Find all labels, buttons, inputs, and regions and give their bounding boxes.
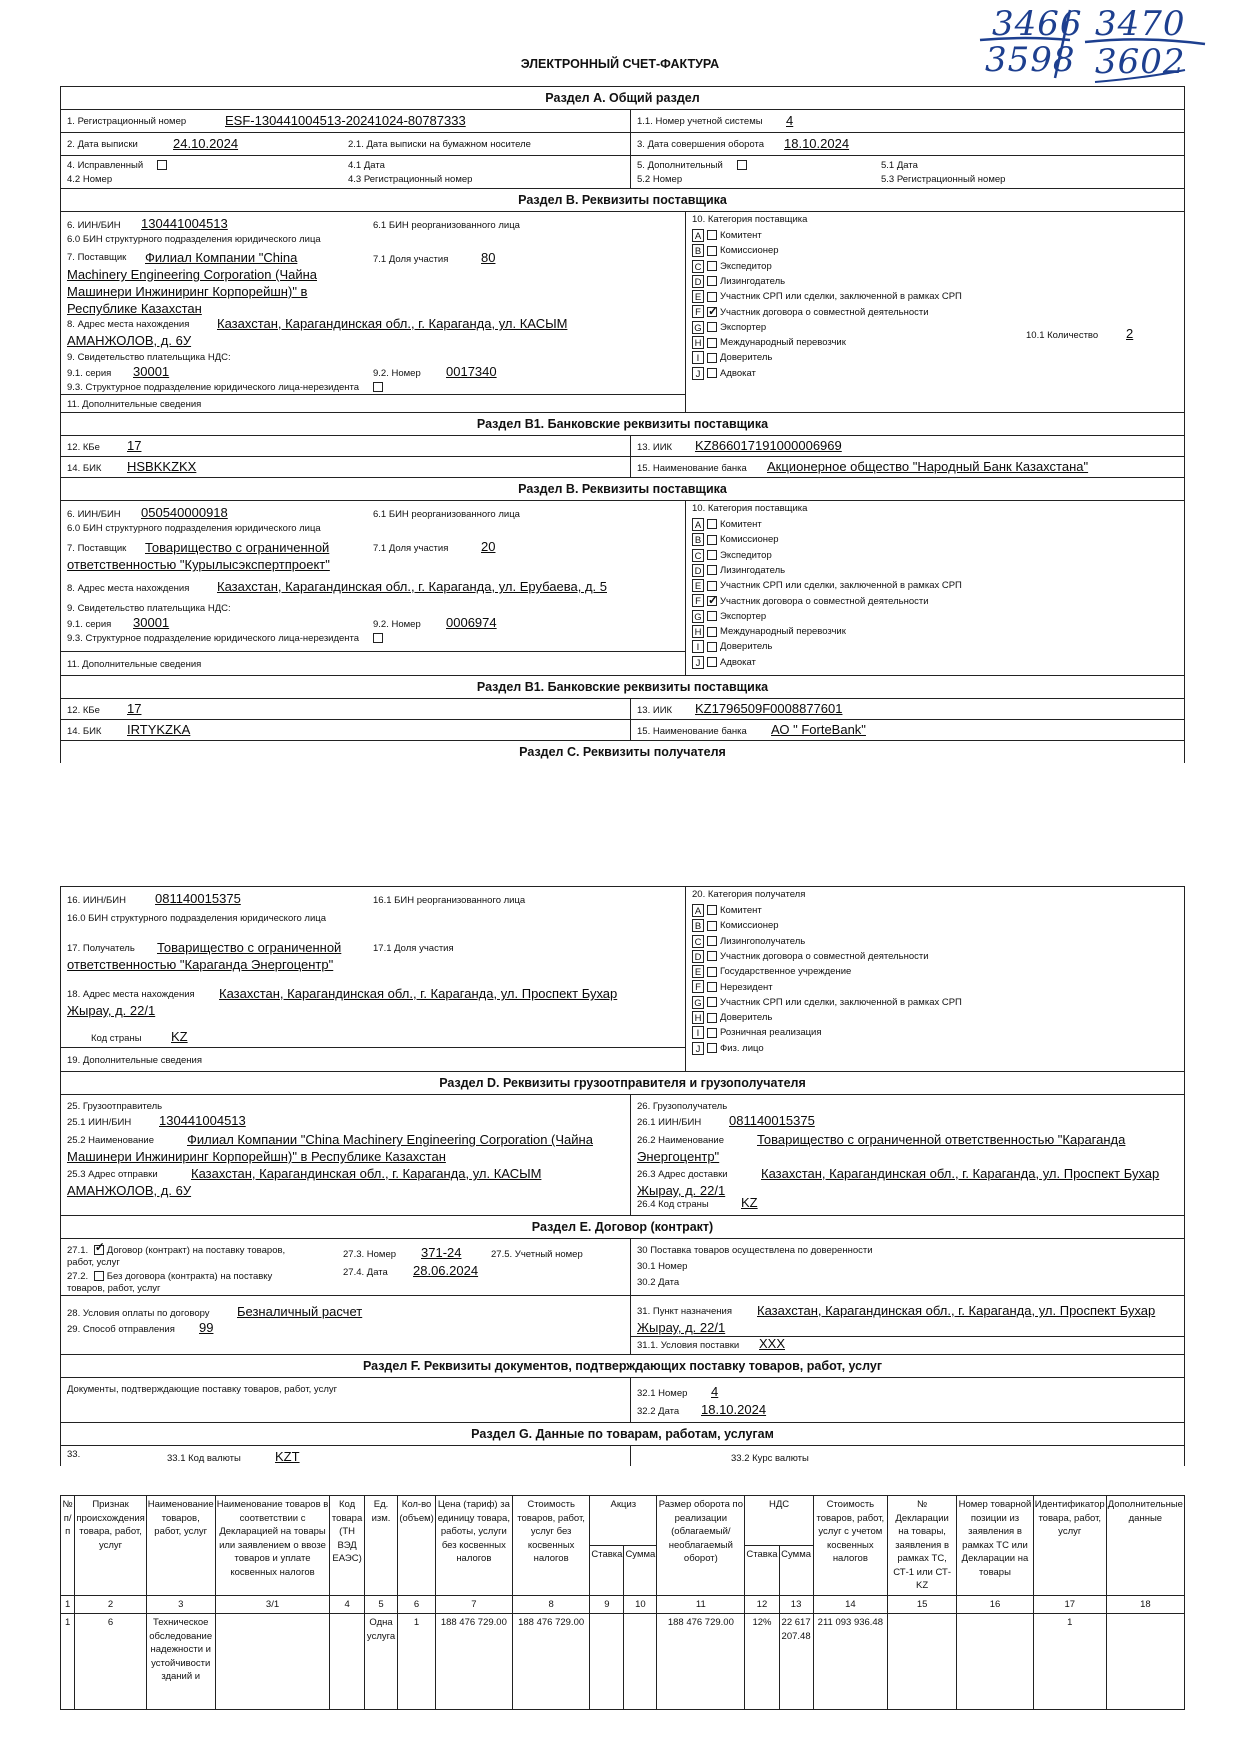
category-letter: E bbox=[692, 290, 704, 303]
recipient-country: KZ bbox=[171, 1029, 188, 1044]
category-checkbox[interactable] bbox=[707, 1043, 717, 1053]
category-checkbox[interactable] bbox=[707, 581, 717, 591]
category-c[interactable] bbox=[692, 548, 772, 564]
category-letter: I bbox=[692, 351, 704, 364]
category-b[interactable] bbox=[692, 243, 779, 259]
category-a[interactable] bbox=[692, 517, 762, 533]
col-header: Размер оборота по реализации (облагаемый/необлагаемый оборот) bbox=[657, 1496, 745, 1596]
category-letter: F bbox=[692, 305, 704, 318]
currency-code: KZT bbox=[275, 1449, 300, 1464]
col-header: Наименование товаров в соответствии с Декларацией на товары или заявлением о ввозе товаров и уплате косвенных налогов bbox=[215, 1496, 330, 1596]
handwritten-strokes bbox=[975, 0, 1215, 90]
category-checkbox[interactable] bbox=[707, 322, 717, 332]
column-number: 12 bbox=[745, 1595, 779, 1614]
registration-number: ESF-130441004513-20241024-80787333 bbox=[225, 113, 466, 128]
category-checkbox[interactable] bbox=[707, 936, 717, 946]
category-i[interactable] bbox=[692, 1025, 822, 1041]
category-b[interactable] bbox=[692, 532, 779, 548]
bank-1-iik: KZ866017191000006969 bbox=[695, 438, 842, 453]
column-number: 8 bbox=[512, 1595, 589, 1614]
bank-1-row-2: 14. БИК HSBKKZKX 15. Наименование банка Акционерное общество "Народный Банк Казахстана" bbox=[61, 457, 1184, 478]
category-label: Экспедитор bbox=[720, 549, 772, 561]
category-letter: A bbox=[692, 904, 704, 917]
consignee-country: KZ bbox=[741, 1195, 758, 1210]
category-letter: H bbox=[692, 625, 704, 638]
column-number: 6 bbox=[398, 1595, 435, 1614]
cell-vat-sum: 22 617 207.48 bbox=[779, 1614, 813, 1710]
cell-n: 1 bbox=[61, 1614, 75, 1710]
document-title: ЭЛЕКТРОННЫЙ СЧЕТ-ФАКТУРА bbox=[520, 57, 720, 71]
column-number: 3 bbox=[146, 1595, 215, 1614]
column-number: 16 bbox=[957, 1595, 1034, 1614]
shipping-method: 99 bbox=[199, 1320, 214, 1335]
category-letter: C bbox=[692, 549, 704, 562]
cell-unit: Одна услуга bbox=[364, 1614, 398, 1710]
category-letter: E bbox=[692, 579, 704, 592]
goods-header-row bbox=[61, 1496, 1185, 1546]
category-h[interactable] bbox=[692, 624, 846, 640]
category-b[interactable] bbox=[692, 918, 779, 934]
category-label: Адвокат bbox=[720, 367, 756, 379]
supplier-1-bin: 130441004513 bbox=[141, 216, 228, 231]
supplier-1-vat-number: 0017340 bbox=[446, 364, 497, 379]
category-checkbox[interactable] bbox=[707, 368, 717, 378]
category-letter: A bbox=[692, 518, 704, 531]
bank-1-bik: HSBKKZKX bbox=[127, 459, 197, 474]
category-j[interactable] bbox=[692, 1041, 764, 1057]
shipper-bin: 130441004513 bbox=[159, 1113, 246, 1128]
category-label: Международный перевозчик bbox=[720, 626, 846, 638]
no-contract-checkbox[interactable] bbox=[94, 1271, 104, 1281]
category-label: Комитент bbox=[720, 905, 762, 916]
category-label: Комитент bbox=[720, 519, 762, 530]
document-number: 4 bbox=[711, 1384, 719, 1399]
recipient-block: 16. ИИН/БИН 081140015375 16.1 БИН реорганизованного лица 16.0 БИН структурного подразделения юридического лица 17. Получатель Товарищество с ограниченной ответственностью "Караганда Энергоцентр" 17.1 Доля участия 18. Адрес места нахождения Казахстан, Карагандинская обл., г. Караганда, ул. Проспект Бухар Жырау, д. 22/1 Код страны KZ 19. Дополнительные сведения 20. Категория получателя A Комитент B Комиссионер C Лизингополучатель D Участник договора о совместной деятельности E Государственное учреждение F Нерезидент G Участник СРП или сделки, заключенной в рамках СРП H Доверитель I Розничная реализация J Физ. лицо bbox=[61, 887, 1184, 1072]
bank-2-bik: IRTYKZKA bbox=[127, 722, 191, 737]
category-label: Участник СРП или сделки, заключенной в рамках СРП bbox=[720, 291, 962, 303]
category-e[interactable] bbox=[692, 578, 962, 594]
col-header: № Декларации на товары, заявления в рамках ТС, СТ-1 или СТ-KZ bbox=[888, 1496, 957, 1596]
cell-turnover: 188 476 729.00 bbox=[657, 1614, 745, 1710]
category-checkbox[interactable] bbox=[707, 657, 717, 667]
category-checkbox[interactable] bbox=[707, 230, 717, 240]
document-date: 18.10.2024 bbox=[701, 1402, 767, 1417]
supplier-2-name: Товарищество с ограниченной ответственностью "Курылысэкспертпроект" bbox=[67, 540, 330, 572]
category-checkbox[interactable] bbox=[707, 1028, 717, 1038]
category-letter: G bbox=[692, 610, 704, 623]
category-i[interactable] bbox=[692, 350, 772, 366]
col-header: Кол-во (объем) bbox=[398, 1496, 435, 1596]
category-label: Физ. лицо bbox=[720, 1042, 764, 1054]
cell-price: 188 476 729.00 bbox=[435, 1614, 512, 1710]
category-checkbox[interactable] bbox=[707, 967, 717, 977]
bank-1-name: Акционерное общество "Народный Банк Казахстана" bbox=[767, 459, 1089, 474]
recipient-address: Казахстан, Карагандинская обл., г. Караганда, ул. Проспект Бухар Жырау, д. 22/1 bbox=[67, 986, 618, 1018]
section-b1-header-2: Раздел В1. Банковские реквизиты поставщика bbox=[61, 676, 1184, 699]
section-b-header: Раздел В. Реквизиты поставщика bbox=[61, 189, 1184, 212]
column-number: 2 bbox=[75, 1595, 146, 1614]
category-label: Комиссионер bbox=[720, 534, 779, 546]
invoice-form-top bbox=[60, 86, 1185, 763]
category-checkbox[interactable] bbox=[707, 1013, 717, 1023]
column-number: 13 bbox=[779, 1595, 813, 1614]
category-i[interactable] bbox=[692, 639, 772, 655]
category-checkbox[interactable] bbox=[707, 292, 717, 302]
cell-code bbox=[330, 1614, 364, 1710]
cell-vat-rate: 12% bbox=[745, 1614, 779, 1710]
col-header: Ед. изм. bbox=[364, 1496, 398, 1596]
category-letter: I bbox=[692, 640, 704, 653]
nonresident-checkbox[interactable] bbox=[373, 633, 383, 643]
category-label: Экспортер bbox=[720, 321, 767, 333]
goods-table bbox=[60, 1495, 1185, 1710]
col-header: Дополнительные данные bbox=[1106, 1496, 1184, 1596]
cell-qty: 1 bbox=[398, 1614, 435, 1710]
category-f[interactable] bbox=[692, 305, 929, 321]
category-checkbox[interactable] bbox=[707, 951, 717, 961]
documents-row: Документы, подтверждающие поставку товаров, работ, услуг 32.1 Номер 4 32.2 Дата 18.10.2024 bbox=[61, 1378, 1184, 1423]
cell-total: 211 093 936.48 bbox=[813, 1614, 887, 1710]
category-letter: B bbox=[692, 919, 704, 932]
category-checkbox[interactable] bbox=[707, 997, 717, 1007]
accounting-system-number: 4 bbox=[786, 113, 794, 128]
category-label: Комитент bbox=[720, 230, 762, 241]
column-number: 3/1 bbox=[215, 1595, 330, 1614]
supplier-1-block: 6. ИИН/БИН 130441004513 6.1 БИН реорганизованного лица 6.0 БИН структурного подразделения юридического лица 7. Поставщик Филиал Компании "China Machinery Engineering Corporation (Чайна Машинери Инжиниринг Корпорейшн)" в Республике Казахстан 7.1 Доля участия 80 8. Адрес места нахождения Казахстан, Карагандинская обл., г. Караганда, ул. КАСЫМ АМАНЖОЛОВ, д. 6У 9. Свидетельство плательщика НДС: 9.1. серия 30001 9.2. Номер 0017340 9.3. Структурное подразделение юридического лица-нерезидента 11. Дополнительные сведения 10. Категория поставщика 10.1 Количество 2 A Комитент B Комиссионер C Экспедитор D Лизингодатель E Участник СРП или сделки, заключенной в рамках СРП F✓ Участник договора о совместной деятельности G Экспортер H Международный перевозчик I Доверитель J Адвокат bbox=[61, 212, 1184, 413]
column-number: 4 bbox=[330, 1595, 364, 1614]
col-header: Наименование товаров, работ, услуг bbox=[146, 1496, 215, 1596]
supplier-2-block: 6. ИИН/БИН 050540000918 6.1 БИН реорганизованного лица 6.0 БИН структурного подразделения юридического лица 7. Поставщик Товарищество с ограниченной ответственностью "Курылысэкспертпроект" 7.1 Доля участия 20 8. Адрес места нахождения Казахстан, Карагандинская обл., г. Караганда, ул. Ерубаева, д. 5 9. Свидетельство плательщика НДС: 9.1. серия 30001 9.2. Номер 0006974 9.3. Структурное подразделение юридического лица-нерезидента 11. Дополнительные сведения 10. Категория поставщика A Комитент B Комиссионер C Экспедитор D Лизингодатель E Участник СРП или сделки, заключенной в рамках СРП F✓ Участник договора о совместной деятельности G Экспортер H Международный перевозчик I Доверитель J Адвокат bbox=[61, 501, 1184, 676]
column-number: 7 bbox=[435, 1595, 512, 1614]
category-letter: E bbox=[692, 965, 704, 978]
supplier-1-share: 80 bbox=[481, 250, 496, 265]
handwritten-number: 3598 bbox=[985, 40, 1076, 80]
column-number: 14 bbox=[813, 1595, 887, 1614]
category-checkbox[interactable] bbox=[707, 353, 717, 363]
destination: Казахстан, Карагандинская обл., г. Караганда, ул. Проспект Бухар Жырау, д. 22/1 bbox=[637, 1303, 1156, 1335]
col-header: Акциз bbox=[590, 1496, 657, 1546]
category-checkbox[interactable] bbox=[707, 627, 717, 637]
recipient-name: Товарищество с ограниченной ответственностью "Караганда Энергоцентр" bbox=[67, 940, 342, 972]
category-checkbox[interactable] bbox=[707, 642, 717, 652]
category-label: Лизингодатель bbox=[720, 275, 786, 287]
col-header: НДС bbox=[745, 1496, 813, 1546]
category-label: Доверитель bbox=[720, 352, 773, 364]
category-label: Доверитель bbox=[720, 641, 773, 653]
category-label: Участник СРП или сделки, заключенной в рамках СРП bbox=[720, 580, 962, 592]
consignee-bin: 081140015375 bbox=[729, 1113, 815, 1128]
bank-2-row-1: 12. КБе 17 13. ИИК KZ1796509F0008877601 bbox=[61, 699, 1184, 720]
category-f[interactable] bbox=[692, 980, 773, 996]
category-label: Лизингодатель bbox=[720, 564, 786, 576]
category-letter: G bbox=[692, 321, 704, 334]
table-row bbox=[61, 1614, 1185, 1710]
row-reg: 1. Регистрационный номер ESF-130441004513-20241024-80787333 1.1. Номер учетной системы 4 bbox=[61, 110, 1184, 133]
category-label: Государственное учреждение bbox=[720, 966, 852, 978]
category-checkbox[interactable] bbox=[707, 307, 717, 317]
category-letter: A bbox=[692, 229, 704, 242]
supplier-2-categories: 10. Категория поставщика A Комитент B Комиссионер C Экспедитор D Лизингодатель E Участник СРП или сделки, заключенной в рамках СРП F✓ Участник договора о совместной деятельности G Экспортер H Международный перевозчик I Доверитель J Адвокат bbox=[686, 501, 1184, 675]
category-checkbox[interactable] bbox=[707, 611, 717, 621]
section-g-header: Раздел G. Данные по товарам, работам, услугам bbox=[61, 1423, 1184, 1446]
column-number: 11 bbox=[657, 1595, 745, 1614]
bank-1-row-1: 12. КБе 17 13. ИИК KZ866017191000006969 bbox=[61, 436, 1184, 457]
bank-2-kbe: 17 bbox=[127, 701, 142, 716]
category-d[interactable] bbox=[692, 949, 929, 965]
category-label: Участник СРП или сделки, заключенной в рамках СРП bbox=[720, 996, 962, 1008]
contract-date: 28.06.2024 bbox=[413, 1263, 479, 1278]
category-g[interactable] bbox=[692, 320, 766, 336]
category-label: Нерезидент bbox=[720, 981, 773, 993]
consignee-address: Казахстан, Карагандинская обл., г. Караганда, ул. Проспект Бухар Жырау, д. 22/1 bbox=[637, 1166, 1160, 1198]
col-header: Код товара (ТН ВЭД ЕАЭС) bbox=[330, 1496, 364, 1596]
category-e[interactable] bbox=[692, 289, 962, 305]
category-checkbox[interactable] bbox=[707, 596, 717, 606]
contract-row-2: 28. Условия оплаты по договору Безналичный расчет 29. Способ отправления 99 31. Пункт назначения Казахстан, Карагандинская обл., г. Караганда, ул. Проспект Бухар Жырау, д. 22/1 31.1. Условия поставки XXX bbox=[61, 1296, 1184, 1355]
category-e[interactable] bbox=[692, 964, 851, 980]
cell-cost: 188 476 729.00 bbox=[512, 1614, 589, 1710]
category-label: Экспедитор bbox=[720, 260, 772, 272]
category-checkbox[interactable] bbox=[707, 338, 717, 348]
category-label: Розничная реализация bbox=[720, 1027, 822, 1039]
row-corrected: 4. Исправленный 4.2 Номер 4.1 Дата 4.3 Регистрационный номер 5. Дополнительный 5.2 Номер 5.1 Дата 5.3 Регистрационный номер bbox=[61, 156, 1184, 189]
supplier-1-categories: 10. Категория поставщика 10.1 Количество 2 A Комитент B Комиссионер C Экспедитор D Лизингодатель E Участник СРП или сделки, заключенной в рамках СРП F✓ Участник договора о совместной деятельности G Экспортер H Международный перевозчик I Доверитель J Адвокат bbox=[686, 212, 1184, 412]
recipient-bin: 081140015375 bbox=[155, 891, 241, 906]
contract-row-1: 27.1. ✓ Договор (контракт) на поставку товаров, работ, услуг 27.2. Без договора (контракта) на поставку товаров, работ, услуг 27.3. Номер 371-24 27.5. Учетный номер 27.4. Дата 28.06.2024 30 Поставка товаров осуществлена по доверенности 30.1 Номер 30.2 Дата bbox=[61, 1239, 1184, 1296]
section-c-header: Раздел С. Реквизиты получателя bbox=[519, 745, 726, 759]
supplier-2-vat-number: 0006974 bbox=[446, 615, 497, 630]
shipper-name: Филиал Компании "China Machinery Engineering Corporation (Чайна Машинери Инжиниринг Корпорейшн)" в Республике Казахстан bbox=[67, 1132, 593, 1164]
category-d[interactable] bbox=[692, 274, 785, 290]
category-g[interactable] bbox=[692, 609, 766, 625]
category-checkbox[interactable] bbox=[707, 565, 717, 575]
handwritten-number: 3466 bbox=[992, 4, 1083, 44]
column-number: 9 bbox=[590, 1595, 624, 1614]
category-letter: J bbox=[692, 367, 704, 380]
col-subheader: Ставка bbox=[745, 1545, 779, 1595]
consignee-name: Товарищество с ограниченной ответственностью "Караганда Энергоцентр" bbox=[637, 1132, 1126, 1164]
issue-date: 24.10.2024 bbox=[173, 136, 239, 151]
col-header: Стоимость товаров, работ, услуг с учетом косвенных налогов bbox=[813, 1496, 887, 1596]
category-checkbox[interactable] bbox=[707, 550, 717, 560]
col-header: Идентификатор товара, работ, услуг bbox=[1033, 1496, 1106, 1596]
cell-excise-rate bbox=[590, 1614, 624, 1710]
category-letter: J bbox=[692, 1042, 704, 1055]
column-number: 1 bbox=[61, 1595, 75, 1614]
category-checkbox[interactable] bbox=[707, 261, 717, 271]
cell-declaration bbox=[888, 1614, 957, 1710]
cell-declaration-name bbox=[215, 1614, 330, 1710]
section-b1-header: Раздел В1. Банковские реквизиты поставщика bbox=[61, 413, 1184, 436]
handwritten-number: 3602 bbox=[1095, 42, 1186, 82]
category-a[interactable] bbox=[692, 903, 762, 919]
category-checkbox[interactable] bbox=[707, 246, 717, 256]
section-d-header: Раздел D. Реквизиты грузоотправителя и грузополучателя bbox=[61, 1072, 1184, 1095]
cell-excise-sum bbox=[624, 1614, 657, 1710]
invoice-form-bottom bbox=[60, 886, 1185, 1466]
cell-origin: 6 bbox=[75, 1614, 146, 1710]
section-e-header: Раздел Е. Договор (контракт) bbox=[61, 1216, 1184, 1239]
category-letter: D bbox=[692, 275, 704, 288]
turnover-date: 18.10.2024 bbox=[784, 136, 850, 151]
column-number: 18 bbox=[1106, 1595, 1184, 1614]
section-f-header: Раздел F. Реквизиты документов, подтверждающих поставку товаров, работ, услуг bbox=[61, 1355, 1184, 1378]
delivery-conditions: XXX bbox=[759, 1336, 786, 1351]
participants-count: 2 bbox=[1126, 326, 1134, 341]
category-label: Участник договора о совместной деятельности bbox=[720, 306, 929, 318]
category-letter: J bbox=[692, 656, 704, 669]
category-letter: F bbox=[692, 594, 704, 607]
supplier-1-vat-series: 30001 bbox=[133, 364, 170, 379]
category-letter: G bbox=[692, 996, 704, 1009]
payment-terms: Безналичный расчет bbox=[237, 1304, 363, 1319]
contract-number: 371-24 bbox=[421, 1245, 462, 1260]
category-label: Международный перевозчик bbox=[720, 337, 846, 349]
shipper-consignee-block: 25. Грузоотправитель 25.1 ИИН/БИН 130441004513 25.2 Наименование Филиал Компании "China Machinery Engineering Corporation (Чайна Машинери Инжиниринг Корпорейшн)" в Республике Казахстан 25.3 Адрес отправки Казахстан, Карагандинская обл., г. Караганда, ул. КАСЫМ АМАНЖОЛОВ, д. 6У 26. Грузополучатель 26.1 ИИН/БИН 081140015375 26.2 Наименование Товарищество с ограниченной ответственностью "Караганда Энергоцентр" 26.3 Адрес доставки Казахстан, Карагандинская обл., г. Караганда, ул. Проспект Бухар Жырау, д. 22/1 26.4 Код страны KZ bbox=[61, 1095, 1184, 1216]
nonresident-checkbox[interactable] bbox=[373, 382, 383, 392]
additional-checkbox[interactable] bbox=[737, 160, 747, 170]
category-checkbox[interactable] bbox=[707, 276, 717, 286]
bank-2-row-2: 14. БИК IRTYKZKA 15. Наименование банка АО " ForteBank" bbox=[61, 720, 1184, 741]
recipient-categories: 20. Категория получателя A Комитент B Комиссионер C Лизингополучатель D Участник договора о совместной деятельности E Государственное учреждение F Нерезидент G Участник СРП или сделки, заключенной в рамках СРП H Доверитель I Розничная реализация J Физ. лицо bbox=[686, 887, 1184, 1071]
contract-checkbox[interactable] bbox=[94, 1245, 104, 1255]
category-h[interactable] bbox=[692, 1010, 772, 1026]
column-numbers-row bbox=[61, 1595, 1185, 1614]
supplier-2-share: 20 bbox=[481, 539, 496, 554]
section-a-header: Раздел А. Общий раздел bbox=[61, 87, 1184, 110]
supplier-2-address: Казахстан, Карагандинская обл., г. Караганда, ул. Ерубаева, д. 5 bbox=[217, 579, 607, 594]
cell-extra bbox=[1106, 1614, 1184, 1710]
shipper-address: Казахстан, Карагандинская обл., г. Караганда, ул. КАСЫМ АМАНЖОЛОВ, д. 6У bbox=[67, 1166, 542, 1198]
category-label: Лизингополучатель bbox=[720, 935, 806, 947]
currency-row: 33. 33.1 Код валюты KZT 33.2 Курс валюты bbox=[61, 1446, 1184, 1466]
bank-1-kbe: 17 bbox=[127, 438, 142, 453]
cell-position bbox=[957, 1614, 1034, 1710]
category-label: Экспортер bbox=[720, 610, 767, 622]
category-checkbox[interactable] bbox=[707, 535, 717, 545]
column-number: 17 bbox=[1033, 1595, 1106, 1614]
category-c[interactable] bbox=[692, 934, 805, 950]
category-checkbox[interactable] bbox=[707, 519, 717, 529]
category-letter: D bbox=[692, 950, 704, 963]
category-letter: D bbox=[692, 564, 704, 577]
col-subheader: Сумма bbox=[779, 1545, 813, 1595]
column-number: 5 bbox=[364, 1595, 398, 1614]
category-a[interactable] bbox=[692, 228, 762, 244]
col-header: Признак происхождения товара, работ, услуг bbox=[75, 1496, 146, 1596]
category-c[interactable] bbox=[692, 259, 772, 275]
bank-2-name: АО " ForteBank" bbox=[771, 722, 866, 737]
category-g[interactable] bbox=[692, 995, 962, 1011]
row-dates: 2. Дата выписки 24.10.2024 2.1. Дата выписки на бумажном носителе 3. Дата совершения оборота 18.10.2024 bbox=[61, 133, 1184, 156]
category-letter: H bbox=[692, 336, 704, 349]
category-label: Комиссионер bbox=[720, 245, 779, 257]
col-subheader: Ставка bbox=[590, 1545, 624, 1595]
category-checkbox[interactable] bbox=[707, 921, 717, 931]
supplier-2-bin: 050540000918 bbox=[141, 505, 228, 520]
category-label: Участник договора о совместной деятельности bbox=[720, 595, 929, 607]
category-label: Комиссионер bbox=[720, 920, 779, 932]
col-header: № п/п bbox=[61, 1496, 75, 1596]
col-header: Номер товарной позиции из заявления в рамках ТС или Декларации на товары bbox=[957, 1496, 1034, 1596]
category-letter: C bbox=[692, 935, 704, 948]
category-letter: B bbox=[692, 533, 704, 546]
handwritten-number: 3470 bbox=[1095, 4, 1186, 44]
supplier-1-name: Филиал Компании "China Machinery Engineering Corporation (Чайна Машинери Инжиниринг Корпорейшн)" в Республике Казахстан bbox=[67, 250, 318, 316]
category-letter: I bbox=[692, 1026, 704, 1039]
category-checkbox[interactable] bbox=[707, 905, 717, 915]
section-b-header-2: Раздел В. Реквизиты поставщика bbox=[61, 478, 1184, 501]
category-d[interactable] bbox=[692, 563, 785, 579]
bank-2-iik: KZ1796509F0008877601 bbox=[695, 701, 843, 716]
category-j[interactable] bbox=[692, 366, 756, 382]
category-letter: H bbox=[692, 1011, 704, 1024]
category-checkbox[interactable] bbox=[707, 982, 717, 992]
category-f[interactable] bbox=[692, 594, 929, 610]
label: Регистрационный номер bbox=[77, 116, 187, 127]
category-label: Доверитель bbox=[720, 1012, 773, 1024]
col-subheader: Сумма bbox=[624, 1545, 657, 1595]
category-letter: B bbox=[692, 244, 704, 257]
category-j[interactable] bbox=[692, 655, 756, 671]
category-h[interactable] bbox=[692, 335, 846, 351]
cell-ident: 1 bbox=[1033, 1614, 1106, 1710]
supplier-2-vat-series: 30001 bbox=[133, 615, 170, 630]
col-header: Цена (тариф) за единицу товара, работы, услуги без косвенных налогов bbox=[435, 1496, 512, 1596]
cell-name: Техническое обследование надежности и устойчивости зданий и bbox=[146, 1614, 215, 1710]
corrected-checkbox[interactable] bbox=[157, 160, 167, 170]
category-label: Адвокат bbox=[720, 656, 756, 668]
category-letter: C bbox=[692, 260, 704, 273]
supplier-1-address: Казахстан, Карагандинская обл., г. Караганда, ул. КАСЫМ АМАНЖОЛОВ, д. 6У bbox=[67, 316, 568, 348]
col-header: Стоимость товаров, работ, услуг без косвенных налогов bbox=[512, 1496, 589, 1596]
category-label: Участник договора о совместной деятельности bbox=[720, 950, 929, 962]
column-number: 15 bbox=[888, 1595, 957, 1614]
category-letter: F bbox=[692, 980, 704, 993]
column-number: 10 bbox=[624, 1595, 657, 1614]
